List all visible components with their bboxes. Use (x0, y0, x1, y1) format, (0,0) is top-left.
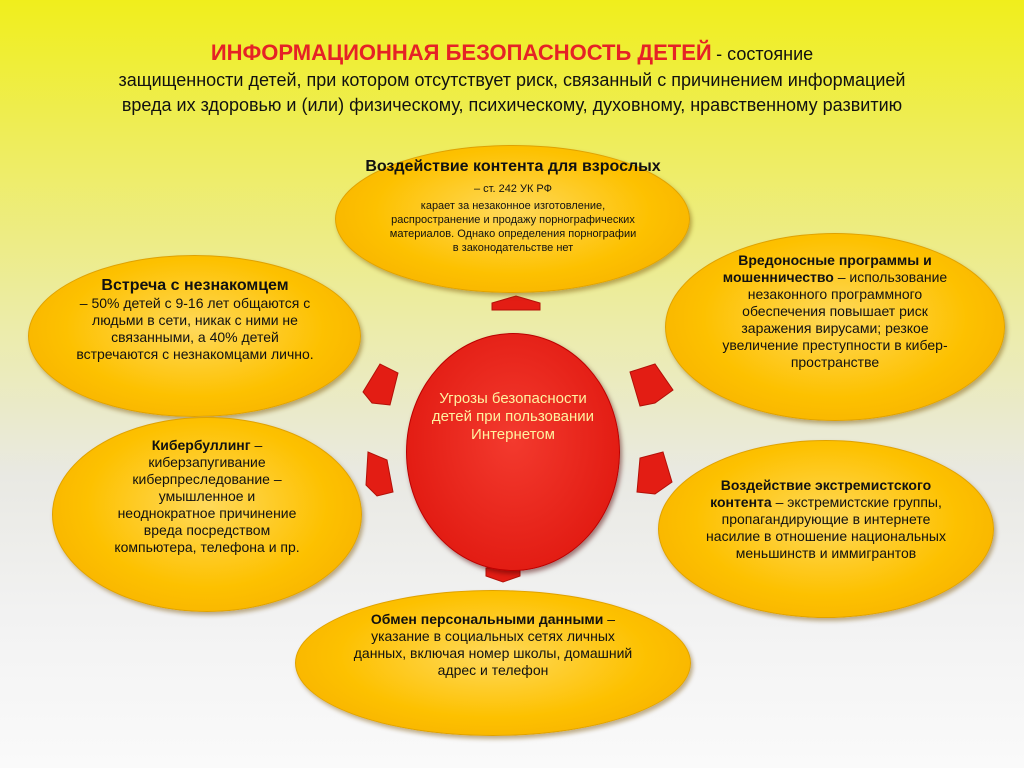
node-cyberbullying-text (110, 437, 304, 556)
node-malware-title: Вредоносные программы и мошенничество (722, 252, 932, 285)
node-adult-content-title: Воздействие контента для взрослых (365, 158, 661, 175)
arrow-lower-right (637, 452, 672, 494)
arrow-upper-left (363, 364, 398, 405)
node-malware-text (715, 252, 955, 371)
definition-line-3: вреда их здоровью и (или) физическому, психическому, духовному, нравственному развитию (121, 95, 903, 115)
node-adult-content-body: карает за незаконное изготовление, распространение и продажу порнографических материалов. Однако определения порнографии в законодательстве нет (389, 200, 637, 254)
page-title: ИНФОРМАЦИОННАЯ БЕЗОПАСНОСТЬ ДЕТЕЙ (210, 40, 712, 65)
center-text: Угрозы безопасности детей при пользовании Интернетом (431, 390, 595, 443)
node-extremism-title: Воздействие экстремистского контента (710, 477, 932, 510)
center-circle (406, 333, 620, 571)
node-cyberbullying-body: – киберзапугивание киберпреследование – умышленное и неоднократное причинение вреда посредством компьютера, телефона и пр. (114, 437, 300, 555)
node-adult-content-text (365, 157, 661, 255)
node-extremism-body: – экстремистские группы, пропагандирующие в интернете насилие в отношение национальных меньшинств и иммигрантов (706, 494, 946, 561)
node-cyberbullying-title: Кибербуллинг (151, 437, 251, 453)
node-stranger-body: – 50% детей с 9-16 лет общаются с людьми в сети, никак с ними не связанными, а 40% детей встречаются с незнакомцами лично. (76, 295, 314, 362)
node-personal-data-body: – указание в социальных сетях личных данных, включая номер школы, домашний адрес и телефон (353, 611, 633, 678)
node-stranger-title: Встреча с незнакомцем (101, 277, 289, 294)
arrow-up (492, 296, 540, 310)
node-personal-data-title: Обмен персональными данными (370, 611, 604, 627)
definition-line-2: защищенности детей, при котором отсутствует риск, связанный с причинением информацией (118, 70, 906, 90)
node-extremism-text (700, 477, 952, 562)
node-stranger-text (70, 276, 320, 363)
title-dash: - состояние (716, 44, 814, 64)
node-malware-body: – использование незаконного программного обеспечения повышает риск заражения вирусами; резкое увеличение преступности в кибер- пространстве (722, 269, 948, 370)
arrow-upper-right (630, 364, 673, 406)
node-personal-data-text (345, 611, 641, 679)
node-adult-content-ref: – ст. 242 УК РФ (473, 183, 553, 195)
arrow-lower-left (366, 452, 393, 496)
